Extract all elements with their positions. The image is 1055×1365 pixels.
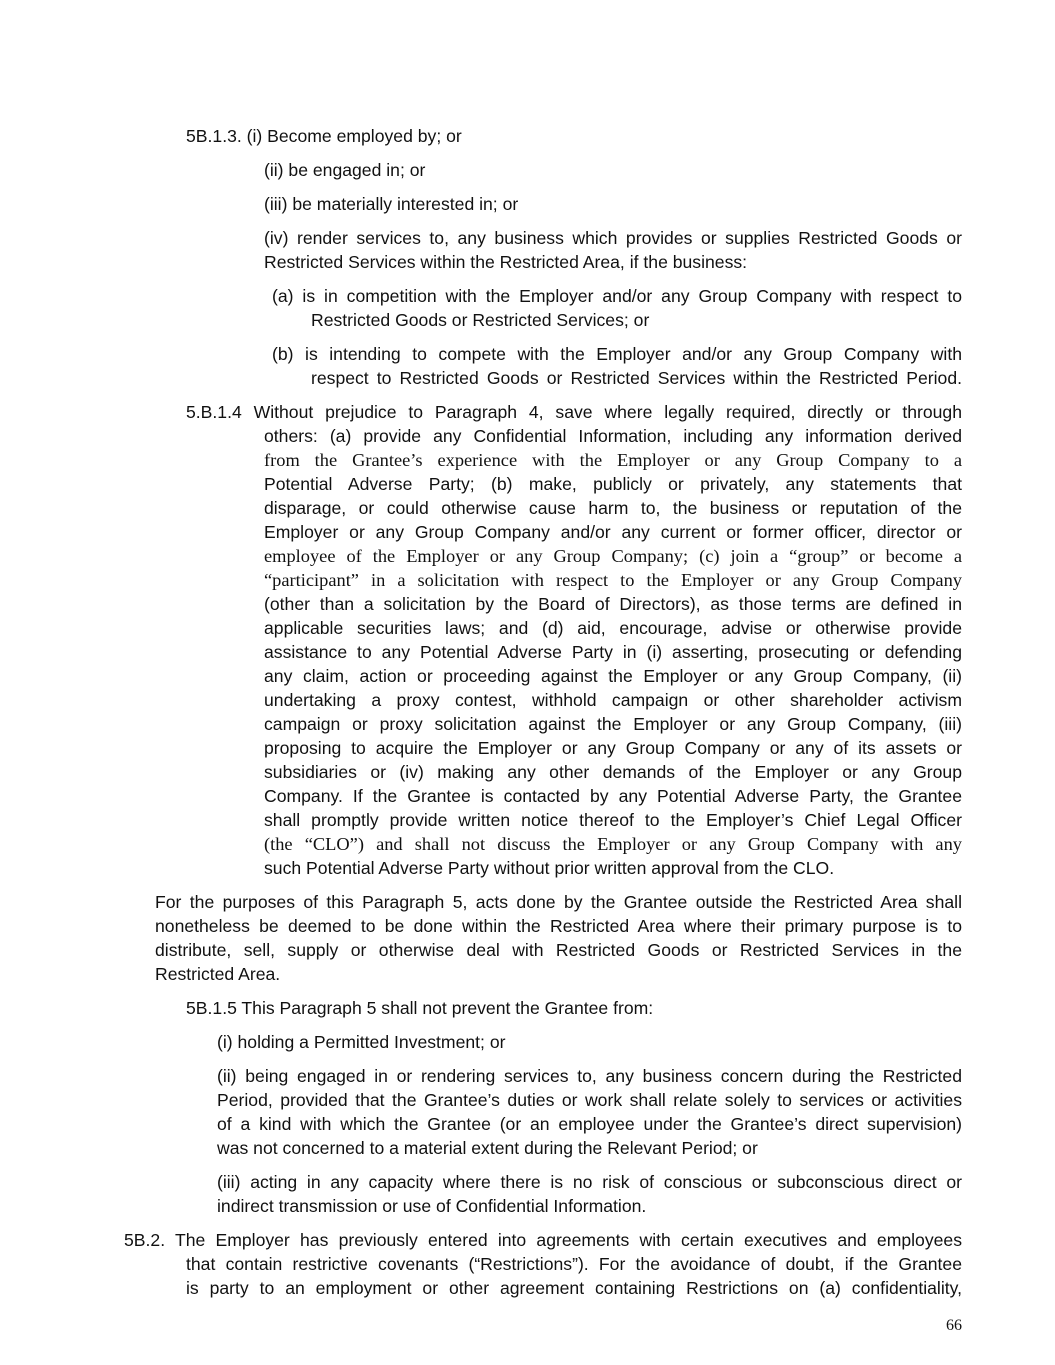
clause-5b-1-4-line: Company. If the Grantee is contacted by any Potential Adverse Party, the Grantee (264, 786, 962, 806)
clause-5b-1-5-item-iii-line: indirect transmission or use of Confidential Information. (217, 1196, 647, 1216)
clause-5b-1-4-line: from the Grantee’s experience with the Employer or any Group Company to a (264, 450, 962, 470)
clause-5b-1-4-line: Potential Adverse Party; (b) make, publicly or privately, any statements that (264, 474, 962, 494)
clause-5b-2-line: is party to an employment or other agreement containing Restrictions on (a) confidentiality, (186, 1278, 962, 1298)
clause-5b-1-4-line: such Potential Adverse Party without prior written approval from the CLO. (264, 858, 835, 878)
clause-5b-1-5-item-ii-line: was not concerned to a material extent during the Relevant Period; or (217, 1138, 758, 1158)
purposes-paragraph-line: Restricted Area. (155, 964, 281, 984)
clause-5b-1-3-heading: 5B.1.3. (i) Become employed by; or (186, 126, 462, 146)
clause-5b-1-4-line: undertaking a proxy contest, withhold campaign or other shareholder activism (264, 690, 962, 710)
clause-5b-1-5-item-ii-line: Period, provided that the Grantee’s duties or work shall relate solely to services or activities (217, 1090, 962, 1110)
clause-5b-1-4-line: Employer or any Group Company and/or any current or former officer, director or (264, 522, 962, 542)
clause-item-iv-line: (iv) render services to, any business which provides or supplies Restricted Goods or (264, 228, 962, 248)
clause-5b-1-4-line: disparage, or could otherwise cause harm to, the business or reputation of the (264, 498, 962, 518)
clause-sub-item-a-line: Restricted Goods or Restricted Services; or (311, 310, 650, 330)
clause-5b-1-4-line: others: (a) provide any Confidential Information, including any information derived (264, 426, 962, 446)
page-number: 66 (946, 1317, 962, 1334)
purposes-paragraph-line: nonetheless be deemed to be done within the Restricted Area where their primary purpose is to (155, 916, 962, 936)
clause-item-ii: (ii) be engaged in; or (264, 160, 426, 180)
clause-5b-2-line: that contain restrictive covenants (“Restrictions”). For the avoidance of doubt, if the Grantee (186, 1254, 962, 1274)
clause-item-iv-line: Restricted Services within the Restricted Area, if the business: (264, 252, 748, 272)
clause-sub-item-b-line: respect to Restricted Goods or Restricted Services within the Restricted Period. (311, 368, 962, 388)
clause-5b-2-line: 5B.2. The Employer has previously entered into agreements with certain executives and employees (124, 1230, 962, 1250)
clause-5b-1-5-item-iii-line: (iii) acting in any capacity where there is no risk of conscious or subconscious direct or (217, 1172, 962, 1192)
clause-5b-1-4-line: any claim, action or proceeding against the Employer or any Group Company, (ii) (264, 666, 962, 686)
clause-item-iii: (iii) be materially interested in; or (264, 194, 519, 214)
clause-5b-1-4-line: “participant” in a solicitation with respect to the Employer or any Group Company (264, 570, 962, 590)
clause-5b-1-5-item-i: (i) holding a Permitted Investment; or (217, 1032, 506, 1052)
clause-sub-item-a-line: (a) is in competition with the Employer and/or any Group Company with respect to (272, 286, 962, 306)
clause-5b-1-4-line: applicable securities laws; and (d) aid, encourage, advise or otherwise provide (264, 618, 962, 638)
clause-5b-1-4-line: assistance to any Potential Adverse Party in (i) asserting, prosecuting or defending (264, 642, 962, 662)
clause-sub-item-b-line: (b) is intending to compete with the Employer and/or any Group Company with (272, 344, 962, 364)
clause-5b-1-5-heading: 5B.1.5 This Paragraph 5 shall not prevent the Grantee from: (186, 998, 654, 1018)
clause-5b-1-4-line: (other than a solicitation by the Board of Directors), as those terms are defined in (264, 594, 962, 614)
purposes-paragraph-line: For the purposes of this Paragraph 5, acts done by the Grantee outside the Restricted Area shall (155, 892, 962, 912)
clause-5b-1-4-line: campaign or proxy solicitation against the Employer or any Group Company, (iii) (264, 714, 962, 734)
clause-5b-1-4-line: shall promptly provide written notice thereof to the Employer’s Chief Legal Officer (264, 810, 962, 830)
clause-5b-1-4-line: proposing to acquire the Employer or any Group Company or any of its assets or (264, 738, 962, 758)
clause-5b-1-4-line: 5.B.1.4 Without prejudice to Paragraph 4, save where legally required, directly or through (186, 402, 962, 422)
clause-5b-1-4-line: subsidiaries or (iv) making any other demands of the Employer or any Group (264, 762, 962, 782)
clause-5b-1-5-item-ii-line: of a kind with which the Grantee (or an employee under the Grantee’s direct supervision) (217, 1114, 962, 1134)
clause-5b-1-4-line: employee of the Employer or any Group Company; (c) join a “group” or become a (264, 546, 962, 566)
clause-5b-1-5-item-ii-line: (ii) being engaged in or rendering services to, any business concern during the Restricted (217, 1066, 962, 1086)
clause-5b-1-4-line: (the “CLO”) and shall not discuss the Employer or any Group Company with any (264, 834, 962, 854)
purposes-paragraph-line: distribute, sell, supply or otherwise deal with Restricted Goods or Restricted Services in the (155, 940, 962, 960)
